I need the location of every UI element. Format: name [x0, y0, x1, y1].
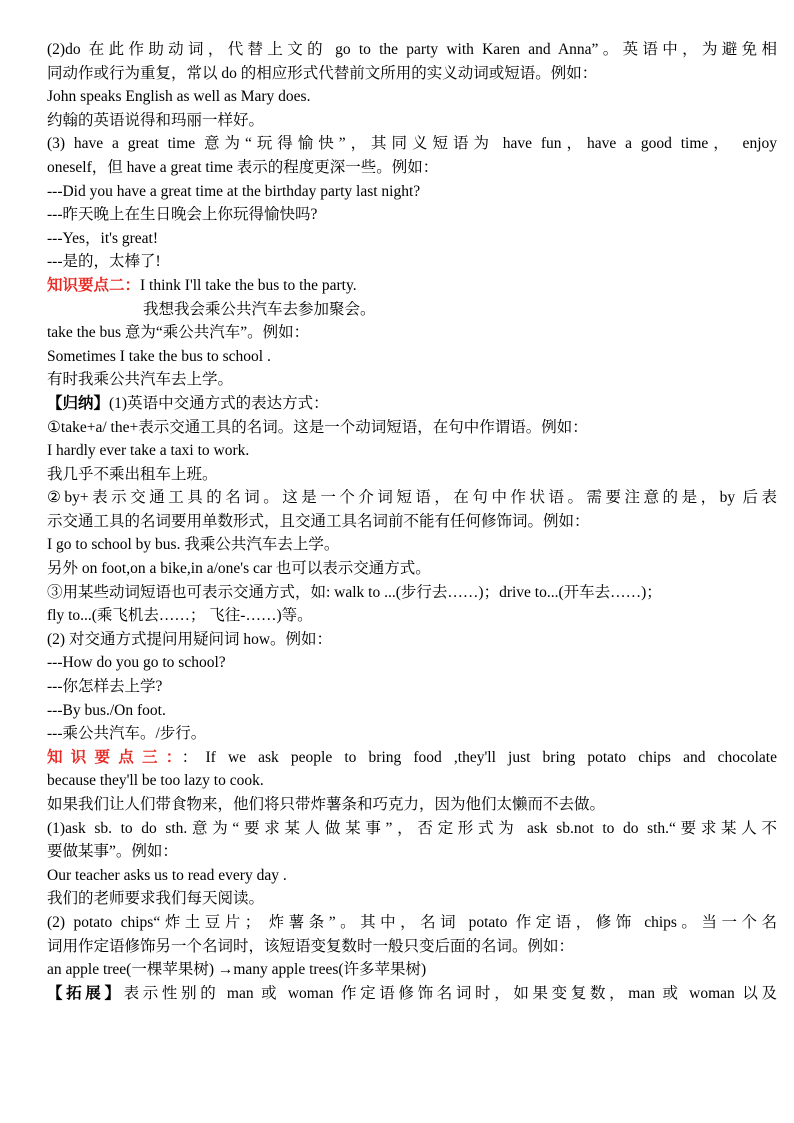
line-text: 我几乎不乘出租车上班。: [47, 465, 218, 483]
line-text: Sometimes I take the bus to school .: [47, 347, 271, 365]
text-line: [47, 769, 777, 793]
text-line: [47, 817, 777, 841]
line-text: (2) potato chips“炸土豆片； 炸薯条”。其中，名词 potato 作定语，修饰 chips。当一个名: [47, 913, 777, 931]
text-line: [47, 840, 777, 864]
line-text: John speaks English as well as Mary does.: [47, 88, 311, 106]
line-text: oneself，但 have a great time 表示的程度更深一些。例如：: [47, 158, 439, 176]
section-heading: 知识要点三：: [47, 748, 182, 766]
line-text: ①take+a/ the+表示交通工具的名词。这是一个动词短语，在句中作谓语。例如：: [47, 418, 588, 436]
text-line: [47, 958, 777, 982]
line-text: ②by+表示交通工具的名词。这是一个介词短语，在句中作状语。需要注意的是，by 后表: [47, 489, 777, 507]
line-text: ---Yes，it's great!: [47, 229, 158, 247]
text-line: [47, 651, 777, 675]
line-text: 我想我会乘公共汽车去参加聚会。: [143, 300, 376, 318]
text-line: [47, 416, 777, 440]
line-text: 约翰的英语说得和玛丽一样好。: [47, 111, 265, 129]
text-line: [47, 392, 777, 416]
text-line: [47, 793, 777, 817]
text-line: [47, 722, 777, 746]
text-line: [47, 250, 777, 274]
line-text: because they'll be too lazy to cook.: [47, 772, 264, 790]
line-text: ---昨天晚上在生日晚会上你玩得愉快吗?: [47, 206, 318, 224]
text-line: [47, 604, 777, 628]
text-line: [47, 298, 777, 322]
line-text: (1)ask sb. to do sth.意为“要求某人做某事”，否定形式为 ask sb.not to do sth.“要求某人不: [47, 819, 777, 837]
text-line: [47, 203, 777, 227]
line-text: fly to...(乘飞机去……； 飞往-……)等。: [47, 607, 313, 625]
line-text: ---By bus./On foot.: [47, 701, 166, 719]
text-line: [47, 321, 777, 345]
line-text: 我们的老师要求我们每天阅读。: [47, 890, 265, 908]
line-text: 有时我乘公共汽车去上学。: [47, 371, 234, 389]
text-line: [47, 274, 777, 298]
line-text: ---是的，太棒了!: [47, 253, 161, 271]
line-text: I hardly ever take a taxi to work.: [47, 442, 250, 460]
text-line: [47, 62, 777, 86]
text-line: [47, 368, 777, 392]
line-text: I think I'll take the bus to the party.: [140, 276, 357, 294]
text-line: [47, 439, 777, 463]
text-line: [47, 510, 777, 534]
text-line: [47, 675, 777, 699]
text-line: [47, 864, 777, 888]
text-line: [47, 911, 777, 935]
line-text: ---Did you have a great time at the birthday party last night?: [47, 182, 421, 200]
line-text: (2) 对交通方式提问用疑问词 how。例如：: [47, 630, 333, 648]
text-line: [47, 227, 777, 251]
text-line: [47, 486, 777, 510]
line-text: ---How do you go to school?: [47, 654, 226, 672]
bracket-heading: 【归纳】: [47, 394, 110, 412]
line-text: 另外 on foot,on a bike,in a/one's car 也可以表示交通方式。: [47, 560, 431, 578]
line-text: I go to school by bus. 我乘公共汽车去上学。: [47, 536, 340, 554]
line-text: (1)英语中交通方式的表达方式：: [109, 394, 329, 412]
section-heading: 知识要点二：: [47, 276, 141, 294]
line-text: ③用某些动词短语也可表示交通方式，如: walk to ...(步行去……)；drive to...(开车去……)；: [47, 583, 662, 601]
text-line: [47, 109, 777, 133]
text-line: [47, 132, 777, 156]
text-line: [47, 887, 777, 911]
line-text: (2)do 在此作助动词，代替上文的 go to the party with Karen and Anna”。英语中，为避免相: [47, 41, 777, 58]
line-text: Our teacher asks us to read every day .: [47, 866, 287, 884]
text-line: [47, 935, 777, 959]
text-line: [47, 699, 777, 723]
text-line: [47, 180, 777, 204]
line-text: 词用作定语修饰另一个名词时，该短语变复数时一般只变后面的名词。例如：: [47, 937, 575, 955]
line-text: take the bus 意为“乘公共汽车”。例如：: [47, 324, 310, 342]
line-text: (3) have a great time 意为“玩得愉快”，其同义短语为 have fun，have a good time， enjoy: [47, 135, 777, 153]
line-text: 要做某事”。例如：: [47, 843, 178, 861]
text-line: [47, 156, 777, 180]
text-line: [47, 85, 777, 109]
text-line: [47, 581, 777, 605]
text-line: [47, 982, 777, 1006]
line-text: 如果我们让人们带食物来，他们将只带炸薯条和巧克力，因为他们太懒而不去做。: [47, 796, 606, 813]
text-line: [47, 557, 777, 581]
bracket-heading: 【拓展】: [47, 984, 124, 1002]
line-text: 表示性别的 man 或 woman 作定语修饰名词时，如果变复数，man 或 woman 以及: [123, 984, 777, 1002]
text-line: [47, 463, 777, 487]
line-text: ---乘公共汽车。/步行。: [47, 725, 207, 743]
line-text: 同动作或行为重复，常以 do 的相应形式代替前文所用的实义动词或短语。例如：: [47, 64, 598, 82]
line-text: an apple tree(一棵苹果树) →many apple trees(许多苹果树): [47, 961, 427, 979]
document-body: [47, 38, 777, 1005]
line-text: ：If we ask people to bring food ,they'll just bring potato chips and chocolate: [181, 748, 777, 766]
text-line: [47, 746, 777, 770]
text-line: [47, 533, 777, 557]
text-line: [47, 345, 777, 369]
line-text: 示交通工具的名词要用单数形式，且交通工具名词前不能有任何修饰词。例如：: [47, 512, 590, 530]
text-line: [47, 628, 777, 652]
line-text: ---你怎样去上学?: [47, 678, 163, 696]
text-line: [47, 38, 777, 62]
